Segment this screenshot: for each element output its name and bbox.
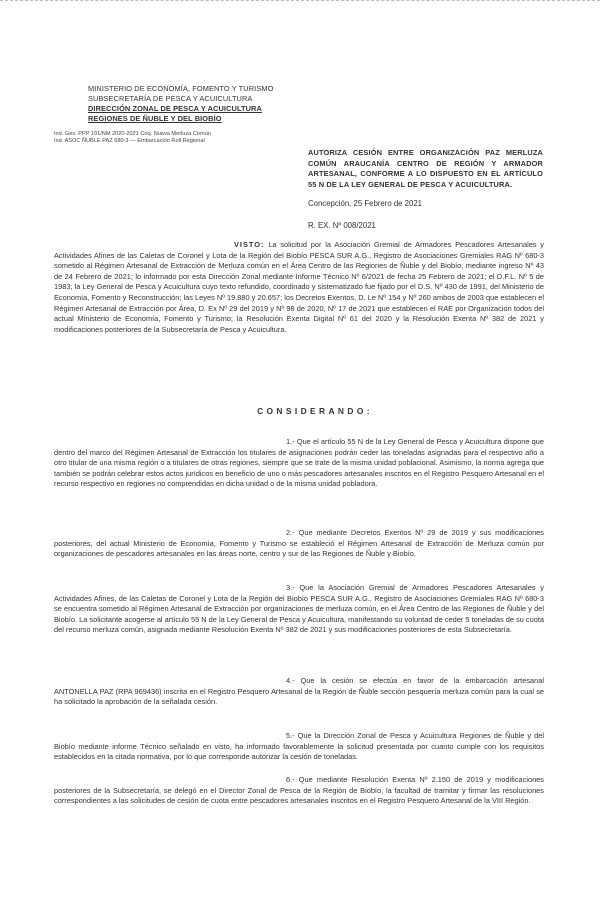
visto-paragraph [54,240,544,335]
considerando-title: CONSIDERANDO: [257,406,373,416]
resolution-number: R. EX. Nº 008/2021 [308,221,376,230]
header-line-direccion: DIRECCIÓN ZONAL DE PESCA Y ACUICULTURA [88,104,262,113]
considerando-paragraph-2: 2.- Que mediante Decretos Exentos Nº 29 de 2019 y sus modificaciones posteriores, del actual Ministerio de Economía, Fomento y Turismo se estableció el Régimen Artesanal de Extracción de Merluza común por organizaciones de pescadores artesanales en las áreas norte, centro y sur de las Regiones de Ñuble y Biobío. [54,528,544,559]
visto-label: VISTO: [234,240,265,249]
considerando-paragraph-4: 4.- Que la cesión se efectúa en favor de la embarcación artesanal ANTONELLA PAZ (RPA 969436) inscrita en el Registro Pesquero Artesanal de la Región de Ñuble sección pesquería merluza común para la cual se ha solicitado la aprobación de la señalada cesión. [54,676,544,707]
reference-line: Ind. ASOC ÑUBLE PAZ 680-3 — Embarcación Roll Regional [54,138,205,145]
reference-line: Ind. Ges. PPP 191/NM 2020-2021 Coq. Nueva Merluza Común [54,131,211,137]
scan-edge [0,0,600,11]
ministry-header [88,84,308,124]
considerando-paragraph-1: 1.- Que el artículo 55 N de la Ley General de Pesca y Acuicultura dispone que dentro del marco del Régimen Artesanal de Extracción los titulares de asignaciones podrán ceder las toneladas asignadas para el respectivo año a otro titular de una misma región o a titulares de otras regiones, siempre que se trate de la misma unidad poblacional. Asimismo, la norma agrega que también se podrán celebrar estos actos jurídicos en beneficio de uno o más pescadores artesanales inscritos en el Registro Pesquero Artesanal en el recurso respectivo en regiones no comprendidas en dicha unidad o de la misma unidad pobladora. [54,437,544,489]
considerando-paragraph-3: 3.- Que la Asociación Gremial de Armadores Pescadores Artesanales y Actividades Afines, de las Caletas de Coronel y Lota de la Región del Biobío PESCA SUR A.G., Registro de Asociaciones Gremiales RAG Nº 680-3 se encuentra sometido al Régimen Artesanal de Extracción por organizaciones de merluza común, en el Área Centro de las Regiones de Ñuble y del Biobío. La solicitante acogerse al artículo 55 N de la Ley General de Pesca y Acuicultura, manifestando su voluntad de ceder 5 toneladas de su cuota del recurso merluza común, asignada mediante Resolución Exenta Nº 382 de 2021 y sus modificaciones posteriores de esta Subsecretaría. [54,583,544,635]
place-date: Concepción, 25 Febrero de 2021 [308,199,422,208]
considerando-paragraph-6: 6.- Que mediante Resolución Exenta Nº 2.150 de 2019 y modificaciones posteriores de la Subsecretaría, se delegó en el Director Zonal de Pesca de la Región de Biobío, la facultad de tramitar y firmar las resoluciones correspondientes a las solicitudes de cesión de cuota entre pescadores artesanales inscritos en el Registro Pesquero Artesanal de la VIII Región. [54,775,544,806]
visto-text: La solicitud por la Asociación Gremial de Armadores Pescadores Artesanales y Actividades Afines de las Caletas de Coronel y Lota de la Región del Biobío PESCA SUR A.G., Registro de Asociaciones Gremiales RAG Nº 680-3 sometido al Régimen Artesanal de Extracción de Merluza común en el Área Centro de las Regiones de Ñuble y del Biobío, mediante ingreso Nº 43 de 24 Febrero de 2021; lo informado por esta Dirección Zonal mediante Informe Técnico Nº 6/2021 de fecha 25 Febrero de 2021; el D.F.L. Nº 5 de 1983; la Ley General de Pesca y Acuicultura cuyo texto refundido, coordinado y sistematizado fue fijado por el D.S. Nº 430 de 1991, del Ministerio de Economía, Fomento y Reconstrucción; las Leyes Nº 19.880 y 20.657; los Decretos Exentos, D. Le Nº 154 y Nº 260 ambos de 2003 que establecen el Régimen Artesanal de Extracción por Área, D. Ex Nº 29 del 2019 y Nº 98 de 2020, Nº 17 de 2021 que establecen el RAE por Organización todos del actual Ministerio de Economía, Fomento y Turismo; la Resolución Exenta Digital Nº 61 del 2020 y la Resolución Exenta Nº 382 de 2021 y modificaciones posteriores de la Subsecretaría de Pesca y Acuicultura. [54,240,544,334]
reference-lines [54,131,294,145]
header-line-regiones: REGIONES DE ÑUBLE Y DEL BIOBÍO [88,114,222,123]
header-line-subsecretaria: SUBSECRETARÍA DE PESCA Y ACUICULTURA [88,94,253,103]
header-line-ministry: MINISTERIO DE ECONOMÍA, FOMENTO Y TURISMO [88,84,274,93]
considerando-paragraph-5: 5.- Que la Dirección Zonal de Pesca y Acuicultura Regiones de Ñuble y del Biobío mediante informe Técnico señalado en visto, ha informado favorablemente la solicitud presentada por cuanto cumple con los requisitos establecidos en la citada normativa, por lo que corresponde autorizar la cesión de toneladas. [54,731,544,762]
resolution-subject: AUTORIZA CESIÓN ENTRE ORGANIZACIÓN PAZ MERLUZA COMÚN ARAUCANÍA CENTRO DE REGIÓN Y ARMADOR ARTESANAL, CONFORME A LO DISPUESTO EN EL ARTÍCULO 55 N DE LA LEY GENERAL DE PESCA Y ACUICULTURA. [308,148,543,189]
